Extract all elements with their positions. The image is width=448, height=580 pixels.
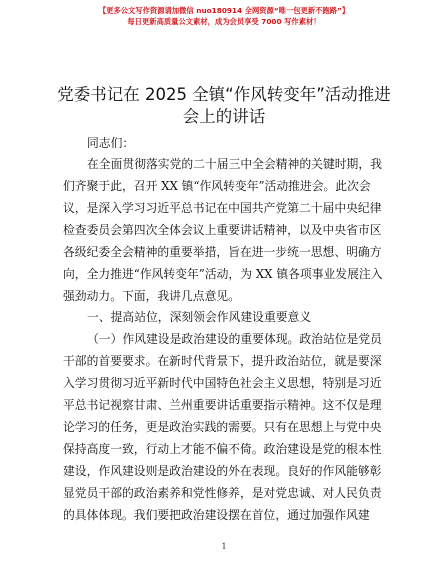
body-line: 强劲动力。下面，我讲几点意见。 [63, 289, 240, 303]
body-line: 建设，作风建设则是政治建设的外在表现。良好的作风能够彰 [63, 464, 382, 478]
body-line: 论学习的任务，更是政治实践的需要。只有在思想上与党中央 [63, 420, 382, 434]
promo-banner [0, 6, 448, 27]
promo-banner-line-2: 每日更新高质量公文素材，成为会员享受 7000 写作素材！ [127, 17, 321, 26]
body-line: 各级纪委全会精神的重要举措，旨在进一步统一思想、明确方 [63, 245, 382, 259]
body-line: 保持高度一致，行动上才能不偏不倚。政治建设是党的根本性 [63, 442, 382, 456]
document-title-line-2: 会上的讲话 [182, 107, 266, 126]
document-title-line-1: 党委书记在 2025 全镇“作风转变年”活动推进 [57, 85, 391, 104]
body-line: 检查委员会第四次全体会议上重要讲话精神，以及中央省市区 [63, 223, 382, 237]
body-line: 们齐聚于此，召开 XX 镇“作风转变年”活动推进会。此次会 [63, 179, 371, 193]
body-line: 向，全力推进“作风转变年”活动，为 XX 镇各项事业发展注入 [63, 267, 383, 281]
body-line: 议，是深入学习习近平总书记在中国共产党第二十届中央纪律 [63, 201, 382, 215]
body-line: （一）作风建设是政治建设的重要体现。政治站位是党员 [87, 332, 382, 346]
body-line: 入学习贯彻习近平新时代中国特色社会主义思想，特别是习近 [63, 376, 382, 390]
body-line: 显党员干部的政治素养和党性修养，是对党忠诚、对人民负责 [63, 486, 382, 500]
body-line: 干部的首要要求。在新时代背景下，提升政治站位，就是要深 [63, 354, 382, 368]
body-line: 平总书记视察甘肃、兰州重要讲话重要指示精神。这不仅是理 [63, 398, 382, 412]
document-title [48, 84, 400, 128]
section-heading: 一、提高站位，深刻领会作风建设重要意义 [87, 310, 312, 324]
promo-banner-line-1: 【更多公文写作资源请加微信 nuo180914 全网资源“唯一包更新不跑路”】 [98, 6, 350, 15]
page-number: 1 [221, 542, 227, 551]
body-line: 在全面贯彻落实党的二十届三中全会精神的关键时期，我 [87, 157, 382, 171]
salutation: 同志们： [87, 136, 135, 150]
body-line: 的具体体现。我们要把政治建设摆在首位，通过加强作风建 [63, 508, 370, 522]
